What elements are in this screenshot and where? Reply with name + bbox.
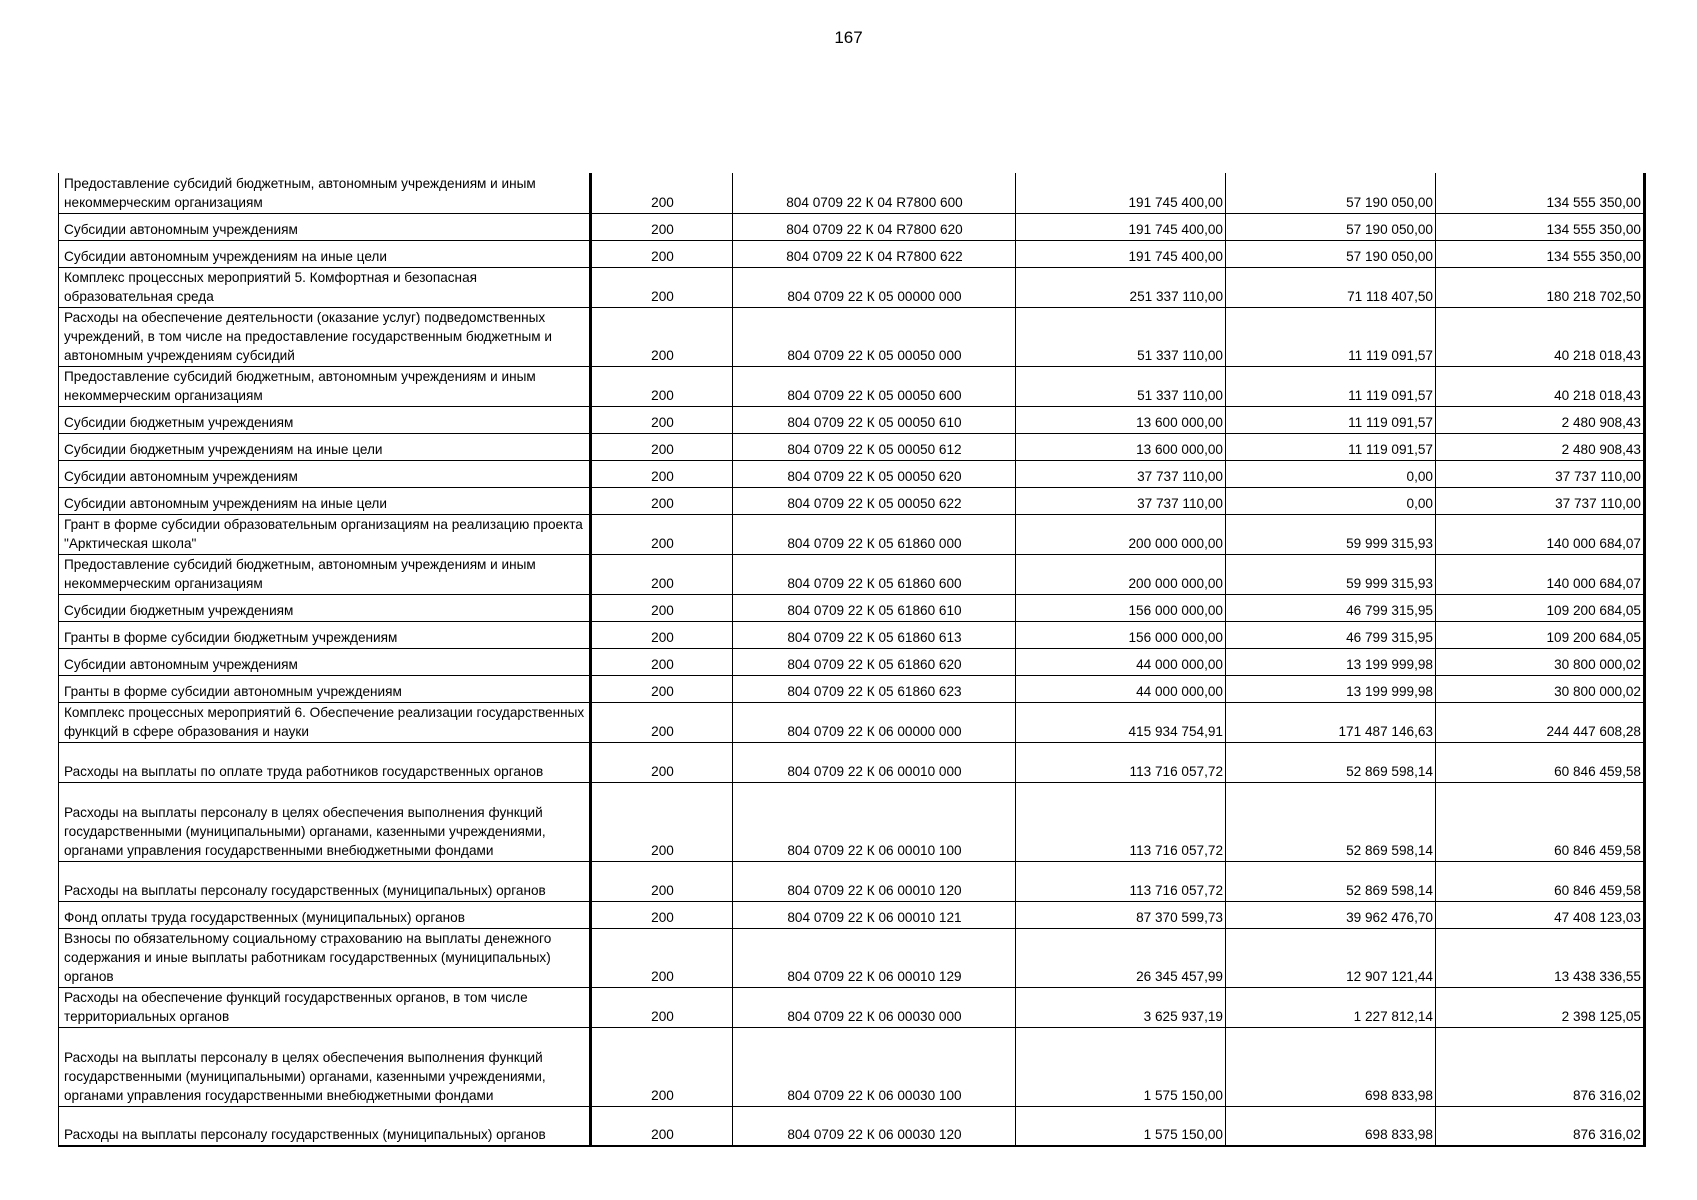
row-name-cell: Субсидии автономным учреждениям на иные цели (59, 487, 591, 514)
row-approved-cell: 191 745 400,00 (1016, 173, 1226, 213)
row-kbk-cell: 804 0709 22 К 06 00010 000 (733, 742, 1016, 782)
row-unexecuted-cell: 244 447 608,28 (1436, 702, 1645, 742)
row-unexecuted-cell: 37 737 110,00 (1436, 487, 1645, 514)
row-name-cell: Субсидии бюджетным учреждениям (59, 406, 591, 433)
row-kbk-cell: 804 0709 22 К 06 00010 120 (733, 861, 1016, 901)
row-approved-cell: 1 575 150,00 (1016, 1106, 1226, 1146)
table-row (59, 366, 1645, 406)
row-code-cell: 200 (591, 307, 733, 366)
row-name-cell: Расходы на обеспечение деятельности (оказание услуг) подведомственных учреждений, в том числе на предоставление государственным бюджетным и автономным учреждениям субсидий (59, 307, 591, 366)
row-executed-cell: 11 119 091,57 (1226, 307, 1436, 366)
row-name-cell: Фонд оплаты труда государственных (муниципальных) органов (59, 901, 591, 928)
row-executed-cell: 698 833,98 (1226, 1106, 1436, 1146)
row-kbk-cell: 804 0709 22 К 05 61860 610 (733, 594, 1016, 621)
row-approved-cell: 113 716 057,72 (1016, 782, 1226, 861)
row-unexecuted-cell: 30 800 000,02 (1436, 648, 1645, 675)
row-kbk-cell: 804 0709 22 К 06 00030 120 (733, 1106, 1016, 1146)
table-row (59, 240, 1645, 267)
row-approved-cell: 251 337 110,00 (1016, 267, 1226, 307)
row-name-cell: Гранты в форме субсидии автономным учреждениям (59, 675, 591, 702)
row-executed-cell: 57 190 050,00 (1226, 240, 1436, 267)
table-row (59, 307, 1645, 366)
table-row (59, 433, 1645, 460)
table-row (59, 675, 1645, 702)
row-kbk-cell: 804 0709 22 К 05 61860 600 (733, 554, 1016, 594)
row-executed-cell: 1 227 812,14 (1226, 987, 1436, 1027)
row-unexecuted-cell: 2 398 125,05 (1436, 987, 1645, 1027)
row-unexecuted-cell: 60 846 459,58 (1436, 782, 1645, 861)
row-approved-cell: 51 337 110,00 (1016, 366, 1226, 406)
row-executed-cell: 46 799 315,95 (1226, 594, 1436, 621)
row-executed-cell: 52 869 598,14 (1226, 742, 1436, 782)
row-approved-cell: 13 600 000,00 (1016, 406, 1226, 433)
row-kbk-cell: 804 0709 22 К 06 00010 121 (733, 901, 1016, 928)
row-code-cell: 200 (591, 742, 733, 782)
row-name-cell: Предоставление субсидий бюджетным, автономным учреждениям и иным некоммерческим организациям (59, 366, 591, 406)
row-code-cell: 200 (591, 621, 733, 648)
table-row (59, 861, 1645, 901)
table-row (59, 1027, 1645, 1106)
row-executed-cell: 11 119 091,57 (1226, 433, 1436, 460)
row-approved-cell: 1 575 150,00 (1016, 1027, 1226, 1106)
row-unexecuted-cell: 60 846 459,58 (1436, 742, 1645, 782)
row-executed-cell: 59 999 315,93 (1226, 514, 1436, 554)
row-code-cell: 200 (591, 702, 733, 742)
row-approved-cell: 37 737 110,00 (1016, 487, 1226, 514)
row-kbk-cell: 804 0709 22 К 05 00050 612 (733, 433, 1016, 460)
row-executed-cell: 71 118 407,50 (1226, 267, 1436, 307)
row-name-cell: Субсидии бюджетным учреждениям (59, 594, 591, 621)
row-name-cell: Грант в форме субсидии образовательным организациям на реализацию проекта "Арктическая школа" (59, 514, 591, 554)
budget-table (58, 173, 1646, 1147)
row-kbk-cell: 804 0709 22 К 05 61860 620 (733, 648, 1016, 675)
row-kbk-cell: 804 0709 22 К 06 00030 100 (733, 1027, 1016, 1106)
row-unexecuted-cell: 109 200 684,05 (1436, 594, 1645, 621)
table-row (59, 406, 1645, 433)
row-executed-cell: 39 962 476,70 (1226, 901, 1436, 928)
row-unexecuted-cell: 40 218 018,43 (1436, 366, 1645, 406)
row-executed-cell: 171 487 146,63 (1226, 702, 1436, 742)
row-name-cell: Гранты в форме субсидии бюджетным учреждениям (59, 621, 591, 648)
row-kbk-cell: 804 0709 22 К 06 00010 100 (733, 782, 1016, 861)
row-unexecuted-cell: 180 218 702,50 (1436, 267, 1645, 307)
table-row (59, 213, 1645, 240)
table-row (59, 594, 1645, 621)
table-row (59, 742, 1645, 782)
table-row (59, 1106, 1645, 1146)
row-name-cell: Субсидии автономным учреждениям (59, 460, 591, 487)
row-executed-cell: 12 907 121,44 (1226, 928, 1436, 987)
row-name-cell: Субсидии автономным учреждениям (59, 648, 591, 675)
page-number: 167 (834, 28, 863, 47)
row-approved-cell: 13 600 000,00 (1016, 433, 1226, 460)
table-row (59, 648, 1645, 675)
row-name-cell: Комплекс процессных мероприятий 6. Обеспечение реализации государственных функций в сфере образования и науки (59, 702, 591, 742)
row-unexecuted-cell: 2 480 908,43 (1436, 433, 1645, 460)
table-row (59, 901, 1645, 928)
table-row (59, 621, 1645, 648)
row-approved-cell: 200 000 000,00 (1016, 514, 1226, 554)
row-kbk-cell: 804 0709 22 К 05 00000 000 (733, 267, 1016, 307)
row-approved-cell: 3 625 937,19 (1016, 987, 1226, 1027)
row-executed-cell: 698 833,98 (1226, 1027, 1436, 1106)
row-kbk-cell: 804 0709 22 К 04 R7800 620 (733, 213, 1016, 240)
row-executed-cell: 52 869 598,14 (1226, 782, 1436, 861)
row-unexecuted-cell: 13 438 336,55 (1436, 928, 1645, 987)
row-executed-cell: 13 199 999,98 (1226, 648, 1436, 675)
row-kbk-cell: 804 0709 22 К 05 00050 000 (733, 307, 1016, 366)
row-code-cell: 200 (591, 267, 733, 307)
row-name-cell: Расходы на выплаты персоналу в целях обеспечения выполнения функций государственными (муниципальными) органами, казенными учреждениями, органами управления государственными внебюджетными фондами (59, 1027, 591, 1106)
row-executed-cell: 46 799 315,95 (1226, 621, 1436, 648)
row-unexecuted-cell: 40 218 018,43 (1436, 307, 1645, 366)
table-row (59, 267, 1645, 307)
row-executed-cell: 11 119 091,57 (1226, 366, 1436, 406)
row-code-cell: 200 (591, 1106, 733, 1146)
row-approved-cell: 200 000 000,00 (1016, 554, 1226, 594)
row-approved-cell: 51 337 110,00 (1016, 307, 1226, 366)
row-code-cell: 200 (591, 861, 733, 901)
row-code-cell: 200 (591, 406, 733, 433)
row-name-cell: Субсидии бюджетным учреждениям на иные цели (59, 433, 591, 460)
row-name-cell: Субсидии автономным учреждениям (59, 213, 591, 240)
row-unexecuted-cell: 30 800 000,02 (1436, 675, 1645, 702)
row-approved-cell: 191 745 400,00 (1016, 213, 1226, 240)
row-kbk-cell: 804 0709 22 К 06 00030 000 (733, 987, 1016, 1027)
row-approved-cell: 191 745 400,00 (1016, 240, 1226, 267)
row-unexecuted-cell: 2 480 908,43 (1436, 406, 1645, 433)
row-kbk-cell: 804 0709 22 К 05 61860 613 (733, 621, 1016, 648)
row-name-cell: Расходы на выплаты персоналу государственных (муниципальных) органов (59, 1106, 591, 1146)
row-approved-cell: 37 737 110,00 (1016, 460, 1226, 487)
row-approved-cell: 44 000 000,00 (1016, 648, 1226, 675)
row-kbk-cell: 804 0709 22 К 05 00050 610 (733, 406, 1016, 433)
row-kbk-cell: 804 0709 22 К 05 00050 622 (733, 487, 1016, 514)
table-row (59, 782, 1645, 861)
table-row (59, 173, 1645, 213)
row-executed-cell: 57 190 050,00 (1226, 173, 1436, 213)
row-name-cell: Расходы на обеспечение функций государственных органов, в том числе территориальных органов (59, 987, 591, 1027)
row-kbk-cell: 804 0709 22 К 05 00050 600 (733, 366, 1016, 406)
row-name-cell: Расходы на выплаты персоналу в целях обеспечения выполнения функций государственными (муниципальными) органами, казенными учреждениями, органами управления государственными внебюджетными фондами (59, 782, 591, 861)
table-row (59, 460, 1645, 487)
table-row (59, 987, 1645, 1027)
row-name-cell: Предоставление субсидий бюджетным, автономным учреждениям и иным некоммерческим организациям (59, 554, 591, 594)
row-code-cell: 200 (591, 1027, 733, 1106)
row-kbk-cell: 804 0709 22 К 05 00050 620 (733, 460, 1016, 487)
row-unexecuted-cell: 134 555 350,00 (1436, 240, 1645, 267)
row-approved-cell: 26 345 457,99 (1016, 928, 1226, 987)
row-name-cell: Комплекс процессных мероприятий 5. Комфортная и безопасная образовательная среда (59, 267, 591, 307)
row-approved-cell: 156 000 000,00 (1016, 594, 1226, 621)
table-row (59, 487, 1645, 514)
row-code-cell: 200 (591, 594, 733, 621)
row-name-cell: Предоставление субсидий бюджетным, автономным учреждениям и иным некоммерческим организациям (59, 173, 591, 213)
table-row (59, 514, 1645, 554)
row-code-cell: 200 (591, 460, 733, 487)
row-kbk-cell: 804 0709 22 К 05 61860 000 (733, 514, 1016, 554)
row-code-cell: 200 (591, 928, 733, 987)
row-kbk-cell: 804 0709 22 К 04 R7800 600 (733, 173, 1016, 213)
row-code-cell: 200 (591, 514, 733, 554)
row-name-cell: Расходы на выплаты персоналу государственных (муниципальных) органов (59, 861, 591, 901)
row-executed-cell: 0,00 (1226, 487, 1436, 514)
row-unexecuted-cell: 47 408 123,03 (1436, 901, 1645, 928)
row-code-cell: 200 (591, 554, 733, 594)
row-code-cell: 200 (591, 240, 733, 267)
row-unexecuted-cell: 140 000 684,07 (1436, 514, 1645, 554)
row-kbk-cell: 804 0709 22 К 06 00000 000 (733, 702, 1016, 742)
row-code-cell: 200 (591, 648, 733, 675)
row-code-cell: 200 (591, 487, 733, 514)
row-kbk-cell: 804 0709 22 К 06 00010 129 (733, 928, 1016, 987)
row-kbk-cell: 804 0709 22 К 04 R7800 622 (733, 240, 1016, 267)
row-executed-cell: 57 190 050,00 (1226, 213, 1436, 240)
row-executed-cell: 0,00 (1226, 460, 1436, 487)
row-approved-cell: 44 000 000,00 (1016, 675, 1226, 702)
row-code-cell: 200 (591, 366, 733, 406)
row-approved-cell: 87 370 599,73 (1016, 901, 1226, 928)
row-approved-cell: 113 716 057,72 (1016, 861, 1226, 901)
table-row (59, 702, 1645, 742)
row-code-cell: 200 (591, 675, 733, 702)
row-approved-cell: 156 000 000,00 (1016, 621, 1226, 648)
row-executed-cell: 13 199 999,98 (1226, 675, 1436, 702)
row-approved-cell: 415 934 754,91 (1016, 702, 1226, 742)
row-name-cell: Субсидии автономным учреждениям на иные цели (59, 240, 591, 267)
row-unexecuted-cell: 140 000 684,07 (1436, 554, 1645, 594)
row-unexecuted-cell: 876 316,02 (1436, 1027, 1645, 1106)
table-row (59, 928, 1645, 987)
row-approved-cell: 113 716 057,72 (1016, 742, 1226, 782)
table-row (59, 554, 1645, 594)
row-code-cell: 200 (591, 213, 733, 240)
row-code-cell: 200 (591, 987, 733, 1027)
row-unexecuted-cell: 109 200 684,05 (1436, 621, 1645, 648)
row-name-cell: Расходы на выплаты по оплате труда работников государственных органов (59, 742, 591, 782)
row-code-cell: 200 (591, 782, 733, 861)
row-name-cell: Взносы по обязательному социальному страхованию на выплаты денежного содержания и иные выплаты работникам государственных (муниципальных) органов (59, 928, 591, 987)
row-unexecuted-cell: 37 737 110,00 (1436, 460, 1645, 487)
row-code-cell: 200 (591, 173, 733, 213)
row-unexecuted-cell: 60 846 459,58 (1436, 861, 1645, 901)
row-executed-cell: 52 869 598,14 (1226, 861, 1436, 901)
row-unexecuted-cell: 876 316,02 (1436, 1106, 1645, 1146)
row-executed-cell: 59 999 315,93 (1226, 554, 1436, 594)
row-executed-cell: 11 119 091,57 (1226, 406, 1436, 433)
row-kbk-cell: 804 0709 22 К 05 61860 623 (733, 675, 1016, 702)
row-code-cell: 200 (591, 433, 733, 460)
row-unexecuted-cell: 134 555 350,00 (1436, 213, 1645, 240)
row-code-cell: 200 (591, 901, 733, 928)
row-unexecuted-cell: 134 555 350,00 (1436, 173, 1645, 213)
